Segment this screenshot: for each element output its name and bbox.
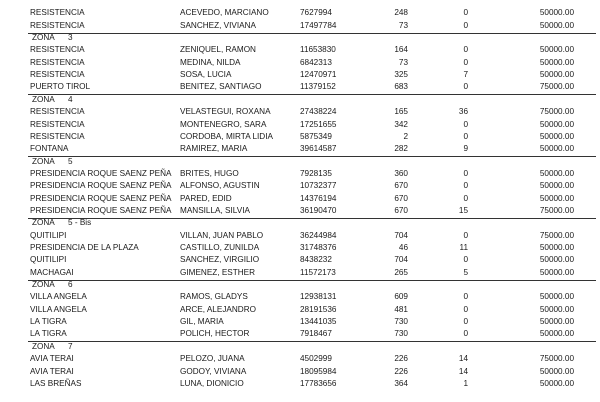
id-cell: 4502999 <box>300 354 332 364</box>
id-cell: 7928135 <box>300 168 332 178</box>
amount-cell: 50000.00 <box>539 304 574 314</box>
name-cell: ARCE, ALEJANDRO <box>180 304 256 314</box>
amount-cell: 50000.00 <box>539 378 574 388</box>
table-row <box>0 267 600 279</box>
amount-cell: 50000.00 <box>539 366 574 376</box>
count-cell: 0 <box>463 317 468 327</box>
count-cell: 36 <box>458 107 468 117</box>
id-cell: 7627994 <box>300 8 332 18</box>
amount-cell: 50000.00 <box>539 329 574 339</box>
name-cell: MANSILLA, SILVIA <box>180 205 250 215</box>
zone-header <box>0 217 600 229</box>
name-cell: RAMIREZ, MARIA <box>180 144 248 154</box>
table-row <box>0 316 600 328</box>
zone-header <box>0 279 600 291</box>
count-cell: 9 <box>463 144 468 154</box>
number-cell: 226 <box>394 366 408 376</box>
name-cell: SANCHEZ, VIRGILIO <box>180 255 260 265</box>
number-cell: 364 <box>394 378 408 388</box>
id-cell: 11572173 <box>300 267 336 277</box>
number-cell: 670 <box>394 181 408 191</box>
name-cell: ALFONSO, AGUSTIN <box>180 181 260 191</box>
table-row <box>0 390 600 402</box>
locality-cell: RESISTENCIA <box>30 119 85 129</box>
locality-cell: PRESIDENCIA ROQUE SAENZ PEÑA <box>30 168 172 178</box>
number-cell: 282 <box>394 144 408 154</box>
id-cell: 17783656 <box>300 378 337 388</box>
table-row <box>0 81 600 93</box>
name-cell: LUNA, DIONICIO <box>180 378 244 388</box>
number-cell: 226 <box>394 354 408 364</box>
id-cell: 17497784 <box>300 20 337 30</box>
zone-label: ZONA <box>32 156 55 166</box>
count-cell: 0 <box>463 131 468 141</box>
zone-label: ZONA <box>32 94 55 104</box>
name-cell: BENITEZ, SANTIAGO <box>180 82 262 92</box>
amount-cell: 50000.00 <box>539 317 574 327</box>
zone-number: 4 <box>68 94 73 104</box>
number-cell: 342 <box>394 119 408 129</box>
table-row <box>0 366 600 378</box>
amount-cell: 50000.00 <box>539 144 574 154</box>
id-cell: 27438224 <box>300 107 337 117</box>
amount-cell: 50000.00 <box>539 8 574 18</box>
id-cell: 18095984 <box>300 366 337 376</box>
id-cell: 39614587 <box>300 144 337 154</box>
count-cell: 14 <box>458 366 468 376</box>
table-row <box>0 20 600 32</box>
amount-cell: 75000.00 <box>539 82 574 92</box>
count-cell: 1 <box>463 378 468 388</box>
locality-cell: PRESIDENCIA ROQUE SAENZ PEÑA <box>30 205 172 215</box>
zone-header <box>0 156 600 168</box>
count-cell: 0 <box>463 57 468 67</box>
count-cell: 11 <box>459 243 468 252</box>
count-cell: 7 <box>463 70 468 80</box>
id-cell: 36244984 <box>300 230 337 240</box>
amount-cell: 75000.00 <box>539 107 574 117</box>
amount-cell: 50000.00 <box>539 119 574 129</box>
table-row <box>0 205 600 217</box>
name-cell: GIL, MARIA <box>180 317 224 327</box>
count-cell: 14 <box>458 354 468 364</box>
name-cell: GODOY, VIVIANA <box>180 366 247 376</box>
locality-cell: LA TIGRA <box>30 317 67 327</box>
zone-label: ZONA <box>32 33 55 43</box>
amount-cell: 50000.00 <box>539 181 574 191</box>
locality-cell: LAS BREÑAS <box>30 378 82 388</box>
table-row <box>0 291 600 303</box>
id-cell: 8438232 <box>300 255 332 265</box>
count-cell: 5 <box>463 267 468 277</box>
id-cell: 36190470 <box>300 205 337 215</box>
name-cell: PARED, EDID <box>180 193 232 203</box>
id-cell: 17251655 <box>300 119 337 129</box>
id-cell: 13441035 <box>300 317 337 327</box>
table-row <box>0 304 600 316</box>
name-cell: ZENIQUEL, RAMON <box>180 45 256 55</box>
name-cell: ACEVEDO, MARCIANO <box>180 8 269 18</box>
zone-header <box>0 94 600 106</box>
number-cell: 248 <box>394 8 408 18</box>
id-cell: 12470971 <box>300 70 337 80</box>
table-row <box>0 230 600 242</box>
locality-cell: RESISTENCIA <box>30 8 85 18</box>
locality-cell: PRESIDENCIA DE LA PLAZA <box>30 243 139 252</box>
name-cell: MEDINA, NILDA <box>180 57 241 67</box>
id-cell: 7918467 <box>300 329 332 339</box>
number-cell: 265 <box>394 267 408 277</box>
id-cell: 10732377 <box>300 181 337 191</box>
id-cell: 28191536 <box>300 304 337 314</box>
number-cell: 670 <box>394 205 408 215</box>
name-cell: PELOZO, JUANA <box>180 354 245 364</box>
count-cell: 0 <box>463 82 468 92</box>
id-cell: 11653830 <box>300 45 336 55</box>
count-cell: 0 <box>463 255 468 265</box>
amount-cell: 50000.00 <box>539 168 574 178</box>
table-row <box>0 193 600 205</box>
id-cell: 6842313 <box>300 57 332 67</box>
number-cell: 46 <box>398 243 408 252</box>
amount-cell: 50000.00 <box>539 20 574 30</box>
count-cell: 0 <box>463 20 468 30</box>
name-cell: GIMENEZ, ESTHER <box>180 267 256 277</box>
table-row <box>0 44 600 56</box>
count-cell: 0 <box>463 193 468 203</box>
locality-cell: LA TIGRA <box>30 329 67 339</box>
amount-cell: 75000.00 <box>539 230 574 240</box>
locality-cell: MACHAGAI <box>30 267 74 277</box>
count-cell: 0 <box>463 168 468 178</box>
amount-cell: 50000.00 <box>539 292 574 302</box>
locality-cell: PUERTO TIROL <box>30 82 91 92</box>
count-cell: 15 <box>458 205 468 215</box>
number-cell: 683 <box>394 82 408 92</box>
locality-cell: RESISTENCIA <box>30 70 85 80</box>
table-row <box>0 57 600 69</box>
zone-header <box>0 341 600 353</box>
table-row <box>0 180 600 192</box>
amount-cell: 50000.00 <box>539 45 574 55</box>
number-cell: 481 <box>394 304 408 314</box>
name-cell: BRITES, HUGO <box>180 168 239 178</box>
number-cell: 670 <box>394 193 408 203</box>
count-cell: 0 <box>463 230 468 240</box>
locality-cell: AVIA TERAI <box>30 354 74 364</box>
locality-cell: RESISTENCIA <box>30 45 85 55</box>
zone-label: ZONA <box>32 218 55 228</box>
number-cell: 73 <box>398 20 408 30</box>
number-cell: 730 <box>394 317 408 327</box>
amount-cell: 50000.00 <box>539 243 574 252</box>
locality-cell: AVIA TERAI <box>30 366 74 376</box>
amount-cell: 50000.00 <box>539 193 574 203</box>
table-row <box>0 143 600 155</box>
amount-cell: 50000.00 <box>539 131 574 141</box>
id-cell: 31748376 <box>300 243 337 252</box>
table-row <box>0 131 600 143</box>
name-cell: MONTENEGRO, SARA <box>180 119 267 129</box>
name-cell: RAMOS, GLADYS <box>180 292 248 302</box>
locality-cell: PRESIDENCIA ROQUE SAENZ PEÑA <box>30 193 172 203</box>
name-cell: VELASTEGUI, ROXANA <box>180 107 271 117</box>
zone-label: ZONA <box>32 341 55 351</box>
locality-cell: QUITILIPI <box>30 230 67 240</box>
count-cell: 0 <box>463 45 468 55</box>
zone-number: 3 <box>68 33 73 43</box>
number-cell: 2 <box>403 131 408 141</box>
amount-cell: 50000.00 <box>539 57 574 67</box>
table-row <box>0 328 600 340</box>
number-cell: 325 <box>394 70 408 80</box>
number-cell: 73 <box>398 57 408 67</box>
amount-cell: 75000.00 <box>539 354 574 364</box>
id-cell: 12938131 <box>300 292 337 302</box>
number-cell: 165 <box>394 107 408 117</box>
number-cell: 609 <box>394 292 408 302</box>
zone-number: 5 <box>68 156 73 166</box>
table-row <box>0 254 600 266</box>
locality-cell: RESISTENCIA <box>30 57 85 67</box>
count-cell: 0 <box>463 119 468 129</box>
amount-cell: 50000.00 <box>539 70 574 80</box>
locality-cell: VILLA ANGELA <box>30 304 87 314</box>
name-cell: VILLAN, JUAN PABLO <box>180 230 264 240</box>
number-cell: 704 <box>394 230 408 240</box>
count-cell: 0 <box>463 329 468 339</box>
count-cell: 0 <box>463 292 468 302</box>
name-cell: CORDOBA, MIRTA LIDIA <box>180 131 273 141</box>
id-cell: 14376194 <box>300 193 337 203</box>
count-cell: 0 <box>463 304 468 314</box>
amount-cell: 50000.00 <box>539 255 574 265</box>
amount-cell: 75000.00 <box>539 205 574 215</box>
zone-header <box>0 32 600 44</box>
zone-label: ZONA <box>32 280 55 290</box>
locality-cell: FONTANA <box>30 144 69 154</box>
zone-number: 7 <box>68 341 73 351</box>
locality-cell: RESISTENCIA <box>30 20 85 30</box>
number-cell: 360 <box>394 168 408 178</box>
zone-number: 5 - Bis <box>68 218 92 228</box>
count-cell: 0 <box>463 181 468 191</box>
locality-cell: RESISTENCIA <box>30 131 85 141</box>
number-cell: 704 <box>394 255 408 265</box>
locality-cell: RESISTENCIA <box>30 107 85 117</box>
number-cell: 730 <box>394 329 408 339</box>
table-row <box>0 168 600 180</box>
table-row <box>0 7 600 19</box>
table-row <box>0 0 600 7</box>
number-cell: 164 <box>394 45 408 55</box>
amount-cell: 50000.00 <box>539 267 574 277</box>
name-cell: POLICH, HECTOR <box>180 329 250 339</box>
id-cell: 11379152 <box>300 82 336 92</box>
locality-cell: PRESIDENCIA ROQUE SAENZ PEÑA <box>30 181 172 191</box>
id-cell: 5875349 <box>300 131 332 141</box>
table-row <box>0 242 600 254</box>
table-row <box>0 106 600 118</box>
name-cell: SOSA, LUCIA <box>180 70 232 80</box>
name-cell: CASTILLO, ZUNILDA <box>180 243 260 252</box>
table-row <box>0 69 600 81</box>
locality-cell: QUITILIPI <box>30 255 67 265</box>
name-cell: SANCHEZ, VIVIANA <box>180 20 256 30</box>
zone-number: 6 <box>68 280 73 290</box>
table-row <box>0 378 600 390</box>
count-cell: 0 <box>463 8 468 18</box>
table-row <box>0 353 600 365</box>
table-row <box>0 119 600 131</box>
locality-cell: VILLA ANGELA <box>30 292 87 302</box>
